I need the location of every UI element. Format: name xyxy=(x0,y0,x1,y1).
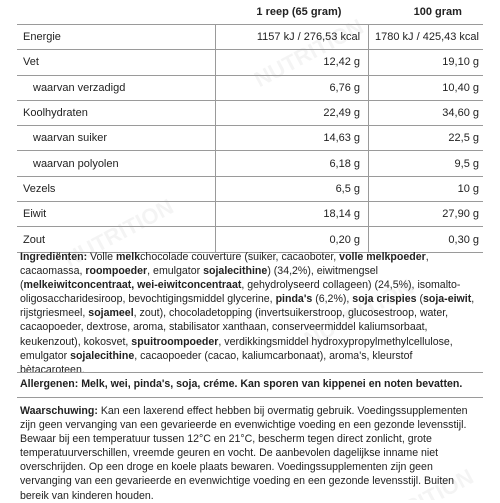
ingredient-text: , rijstgriesmeel, xyxy=(20,293,475,320)
ingredients-list xyxy=(20,251,474,376)
per-100g-value: 22,5 g xyxy=(369,126,483,151)
per-serving-value: 14,63 g xyxy=(215,126,368,151)
nutrient-label: waarvan suiker xyxy=(17,126,215,151)
per-serving-value: 22,49 g xyxy=(215,100,368,125)
nutrient-label: Energie xyxy=(17,25,215,50)
nutrient-label: waarvan verzadigd xyxy=(17,75,215,100)
per-100g-value: 27,90 g xyxy=(369,202,483,227)
nutrition-row xyxy=(17,176,483,201)
nutrition-row xyxy=(17,126,483,151)
per-100g-value: 34,60 g xyxy=(369,100,483,125)
per-serving-value: 6,5 g xyxy=(215,176,368,201)
nutrient-label: Eiwit xyxy=(17,202,215,227)
per-serving-value: 12,42 g xyxy=(215,50,368,75)
allergen-ingredient: pinda's xyxy=(275,293,313,306)
per-serving-value: 1157 kJ / 276,53 kcal xyxy=(215,25,368,50)
ingredient-text: Volle xyxy=(87,251,116,263)
ingredient-text: , cacaopoeder (cacao, kaliumcarbonaat), aroma's, kleurstof bètacaroteen. xyxy=(20,349,413,376)
per-serving-value: 18,14 g xyxy=(215,202,368,227)
nutrition-row xyxy=(17,100,483,125)
warning-heading: Waarschuwing: xyxy=(20,405,98,417)
per-100g-value: 0,30 g xyxy=(369,227,483,252)
allergen-ingredient: melkeiwitconcentraat, wei-eiwitconcentraat xyxy=(23,279,242,292)
per-serving-value: 6,76 g xyxy=(215,75,368,100)
ingredient-text: , cacaomassa, xyxy=(20,251,429,278)
ingredient-text: , emulgator xyxy=(147,265,204,278)
allergen-ingredient: sojalecithine xyxy=(70,349,135,362)
per-serving-value: 6,18 g xyxy=(215,151,368,176)
ingredients-text xyxy=(20,250,480,377)
ingredient-text: chocolade couverture (suiker, cacaoboter, xyxy=(140,251,340,263)
nutrition-row xyxy=(17,50,483,75)
divider xyxy=(17,397,483,398)
header-per-100g: 100 gram xyxy=(369,0,483,25)
per-100g-value: 10,40 g xyxy=(369,75,483,100)
divider xyxy=(17,372,483,373)
nutrition-row xyxy=(17,202,483,227)
nutrition-row xyxy=(17,25,483,50)
ingredient-text: ) (34,2%), eiwitmengsel ( xyxy=(20,265,378,292)
nutrition-row xyxy=(17,227,483,252)
header-empty xyxy=(17,0,215,25)
nutrient-label: Vezels xyxy=(17,176,215,201)
allergens-text: Allergenen: Melk, wei, pinda's, soja, créme. Kan sporen van kippenei en noten bevatten. xyxy=(20,378,463,390)
nutrition-row xyxy=(17,75,483,100)
nutrient-label: waarvan polyolen xyxy=(17,151,215,176)
allergen-ingredient: volle melkpoeder xyxy=(339,251,426,263)
nutrition-table xyxy=(17,0,483,253)
allergen-ingredient: sojameel xyxy=(88,307,134,320)
allergen-ingredient: soja crispies xyxy=(352,293,417,306)
allergen-ingredient: roompoeder xyxy=(85,265,148,278)
nutrition-table-body xyxy=(17,25,483,253)
ingredients-heading: Ingrediënten: xyxy=(20,251,88,263)
allergen-ingredient: sojalecithine xyxy=(203,265,268,278)
ingredient-text: , zout), chocoladetopping (invertsuikerstroop, glucosestroop, water, cacaopoeder, dextrose, aroma, stabilisator xanthaan, conserveermiddel kaliumsorbaat, keukenzout), kokosvet, xyxy=(20,307,449,348)
per-100g-value: 9,5 g xyxy=(369,151,483,176)
ingredient-text: , verdikkingsmiddel hydroxypropylmethylcellulose, emulgator xyxy=(20,335,453,362)
allergen-ingredient: spuitroompoeder xyxy=(131,335,219,348)
per-100g-value: 19,10 g xyxy=(369,50,483,75)
warning-body: Kan een laxerend effect hebben bij overmatig gebruik. Voedingssupplementen zijn geen vervanging van een gevarieerde en evenwichtige voeding en een gezonde levensstijl. Bewaar bij een temperatuur tussen 12°C en 21°C, bescherm tegen direct zonlicht, grote temperatuurverschillen, vreemde geuren en vocht. De aanbevolen dagelijkse inname niet overschrijden. Op een droge en koele plaats bewaren. Voedingssupplementen zijn geen vervanging van een gevarieerde en evenwichtige voeding en een gezonde levensstijl. Buiten bereik van kinderen houden. xyxy=(20,405,468,502)
nutrient-label: Zout xyxy=(17,227,215,252)
allergen-ingredient: soja-eiwit xyxy=(422,293,472,306)
nutrient-label: Vet xyxy=(17,50,215,75)
ingredient-text: ( xyxy=(416,293,423,306)
per-100g-value: 1780 kJ / 425,43 kcal xyxy=(369,25,483,50)
per-100g-value: 10 g xyxy=(369,176,483,201)
nutrition-table-header xyxy=(17,0,483,25)
nutrition-row xyxy=(17,151,483,176)
allergen-ingredient: melk xyxy=(115,251,141,263)
ingredient-text: , gehydrolyseerd collageen) (24,5%), isomalto-oligosaccharidesiroop, bevochtigingsmiddel glycerine, xyxy=(20,279,461,306)
nutrient-label: Koolhydraten xyxy=(17,100,215,125)
ingredient-text: (6,2%), xyxy=(312,293,353,306)
per-serving-value: 0,20 g xyxy=(215,227,368,252)
warning-text xyxy=(20,404,480,503)
header-per-serving: 1 reep (65 gram) xyxy=(215,0,368,25)
